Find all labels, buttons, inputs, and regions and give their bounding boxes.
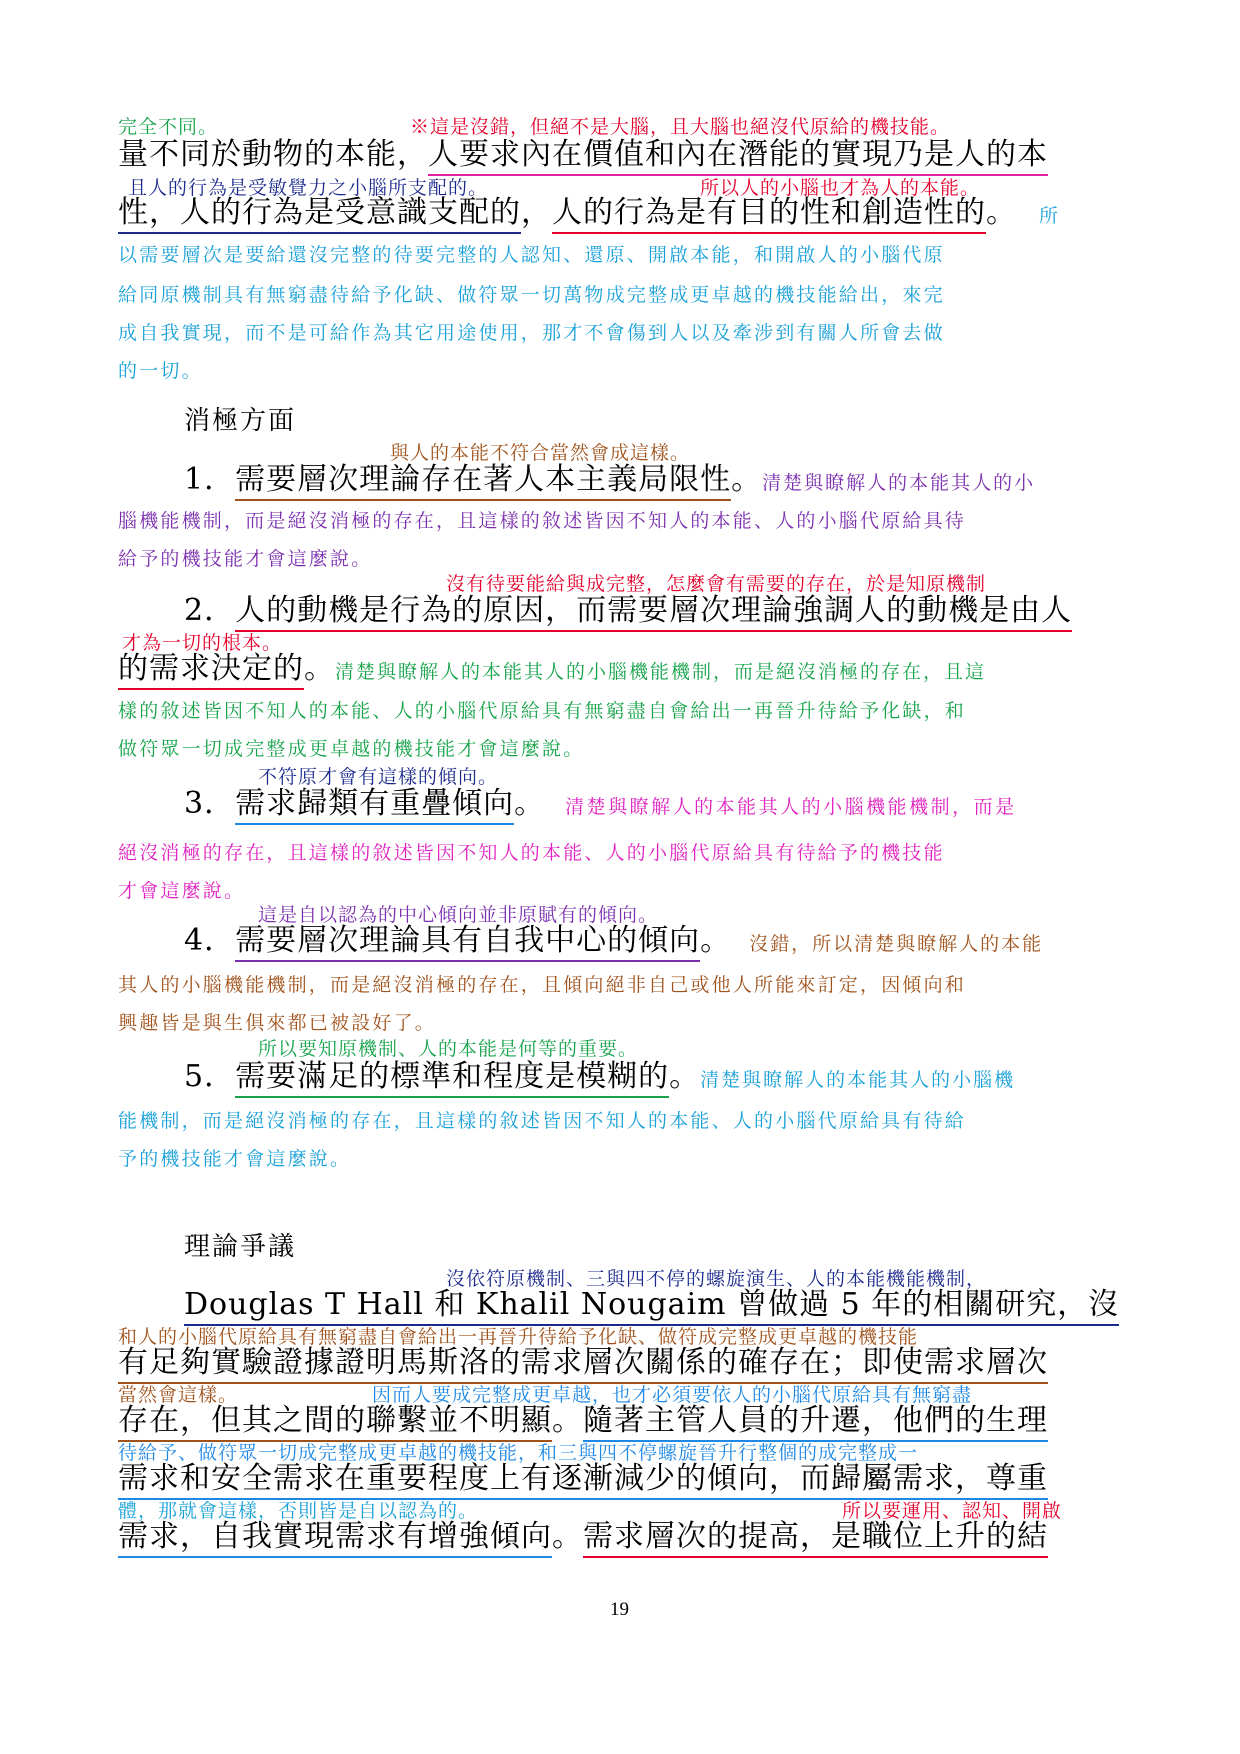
body-line: 成自我實現，而不是可給作為其它用途使用，那才不會傷到人以及牽涉到有關人所會去做 (118, 322, 945, 344)
text-segment: 。 (731, 462, 763, 497)
underlined-text: 存在，但其之間的聯繫並不明顯 (118, 1403, 552, 1442)
underlined-text: 需要層次理論存在著人本主義局限性 (235, 462, 731, 501)
text-segment: 所 (1039, 205, 1060, 227)
body-line: 其人的小腦機能機制，而是絕沒消極的存在，且傾向絕非自己或他人所能來訂定，因傾向和 (118, 974, 967, 996)
underlined-text: 需求，自我實現需求有增強傾向 (118, 1519, 552, 1558)
underlined-text: Douglas T Hall 和 Khalil Nougaim 曾做過 5 年的相關研究，沒 (184, 1287, 1119, 1326)
annotation-text: 當然會這樣。 (118, 1384, 239, 1406)
underlined-text: 人的動機是行為的原因，而需要層次理論強調人的動機是由人 (235, 593, 1072, 632)
annotation-text: 因而人要成完整成更卓越，也才必須要依人的小腦代原給具有無窮盡 (372, 1384, 973, 1406)
page-number: 19 (610, 1599, 629, 1620)
underlined-text: 人的行為是有目的性和創造性的 (552, 195, 986, 234)
item-line (184, 462, 1036, 497)
underlined-text: 人的行為是受意識支配的 (180, 195, 521, 234)
underlined-text: 需求層次的提高，是職位上升的結 (583, 1519, 1048, 1558)
underlined-text: 人要求內在價值和內在潛能的實現乃是人的本 (428, 137, 1048, 176)
body-line: 腦機能機制，而是絕沒消極的存在，且這樣的敘述皆因不知人的本能、人的小腦代原給具待 (118, 510, 967, 532)
annotation-text: 完全不同。 (118, 116, 219, 138)
underlined-text: 需要滿足的標準和程度是模糊的 (235, 1059, 669, 1098)
main-text (184, 1287, 1120, 1322)
text-segment: ， (521, 195, 552, 230)
body-line: 興趣皆是與生俱來都已被設好了。 (118, 1012, 437, 1034)
item-line (184, 593, 1073, 628)
annotation-text: 不符原才會有這樣的傾向。 (258, 766, 499, 788)
body-line: 才會這麼說。 (118, 880, 246, 902)
item-number: 1． (184, 462, 236, 497)
underlined-text: 隨著主管人員的升遷，他們的生理 (583, 1403, 1048, 1442)
item-line (184, 1059, 1016, 1094)
main-text (118, 195, 1060, 230)
main-text (118, 1345, 1048, 1380)
item-line (118, 651, 987, 686)
underlined-text: 有足夠實驗證據證明馬斯洛的需求層次關係的確存在；即使需求層次 (118, 1345, 1048, 1384)
main-text (118, 1519, 1048, 1554)
body-line: 予的機技能才會這麼說。 (118, 1148, 352, 1170)
annotation-text: 所以要知原機制、人的本能是何等的重要。 (258, 1038, 639, 1060)
section-heading: 消極方面 (184, 406, 297, 436)
annotation-text: 和人的小腦代原給具有無窮盡自會給出一再晉升待給予化缺、做符成完整成更卓越的機技能 (118, 1326, 919, 1348)
annotation-text: 沒依符原機制、三與四不停的螺旋演生、人的本能機能機制， (446, 1268, 987, 1290)
text-segment: 。 (669, 1059, 701, 1094)
item-line (184, 786, 1017, 821)
annotation-text: 體，那就會這樣，否則皆是自以認為的。 (118, 1500, 479, 1522)
main-text (118, 137, 1048, 172)
underlined-text: 性， (118, 195, 180, 234)
body-line: 以需要層次是要給還沒完整的待要完整的人認知、還原、開啟本能，和開啟人的小腦代原 (118, 244, 945, 266)
underlined-text: 需要層次理論具有自我中心的傾向 (235, 923, 700, 962)
body-line: 絕沒消極的存在，且這樣的敘述皆因不知人的本能、人的小腦代原給具有待給予的機技能 (118, 842, 945, 864)
annotation-text: 且人的行為是受敏覺力之小腦所支配的。 (128, 177, 489, 199)
item-number: 4． (184, 923, 236, 958)
item-number: 3． (184, 786, 236, 821)
annotation-text: 這是自以認為的中心傾向並非原賦有的傾向。 (258, 904, 659, 926)
annotation-text: 與人的本能不符合當然會成這樣。 (390, 442, 691, 464)
comment-text: 清楚與瞭解人的本能其人的小 (762, 472, 1036, 494)
text-segment: 量不同於動物的本能， (118, 137, 428, 172)
body-line: 給予的機技能才會這麼說。 (118, 548, 373, 570)
text-segment: 。 (700, 923, 732, 958)
text-segment: 。 (304, 651, 335, 686)
comment-text: 清楚與瞭解人的本能其人的小腦機能機制，而是 (565, 796, 1017, 818)
comment-text: 沒錯，所以清楚與瞭解人的本能 (749, 933, 1044, 955)
underlined-text: 需求和安全需求在重要程度上有逐漸減少的傾向，而歸屬需求，尊重 (118, 1461, 1048, 1500)
comment-text: 清楚與瞭解人的本能其人的小腦機能機制，而是絕沒消極的存在，且這 (335, 661, 987, 683)
underlined-text: 需求歸類有重疊傾向 (235, 786, 514, 825)
body-line: 的一切。 (118, 360, 203, 382)
text-segment: 。 (514, 786, 546, 821)
item-number: 5． (184, 1059, 236, 1094)
annotation-text: 沒有待要能給與成完整，怎麼會有需要的存在，於是知原機制 (446, 573, 987, 595)
main-text (118, 1403, 1048, 1438)
annotation-text: 才為一切的根本。 (122, 632, 283, 654)
body-line: 給同原機制具有無窮盡待給予化缺、做符眾一切萬物成完整成更卓越的機技能給出，來完 (118, 284, 945, 306)
section-heading: 理論爭議 (184, 1232, 297, 1262)
annotation-text: ※這是沒錯，但絕不是大腦，且大腦也絕沒代原給的機技能。 (410, 116, 951, 138)
annotation-text: 所以人的小腦也才為人的本能。 (700, 177, 981, 199)
underlined-text: 的需求決定的 (118, 651, 304, 690)
text-segment: 。 (552, 1519, 583, 1554)
body-line: 能機制，而是絕沒消極的存在，且這樣的敘述皆因不知人的本能、人的小腦代原給具有待給 (118, 1110, 967, 1132)
text-segment: 。 (986, 195, 1017, 230)
comment-text: 清楚與瞭解人的本能其人的小腦機 (700, 1069, 1016, 1091)
text-segment: 。 (552, 1403, 583, 1438)
item-number: 2． (184, 593, 236, 628)
annotation-text: 所以要運用、認知、開啟 (842, 1500, 1063, 1522)
item-line (184, 923, 1044, 958)
main-text (118, 1461, 1048, 1496)
body-line: 做符眾一切成完整成更卓越的機技能才會這麼說。 (118, 738, 585, 760)
body-line: 樣的敘述皆因不知人的本能、人的小腦代原給具有無窮盡自會給出一再晉升待給予化缺，和 (118, 700, 967, 722)
annotation-text: 待給予、做符眾一切成完整成更卓越的機技能，和三與四不停螺旋晉升行整個的成完整成一 (118, 1442, 919, 1464)
